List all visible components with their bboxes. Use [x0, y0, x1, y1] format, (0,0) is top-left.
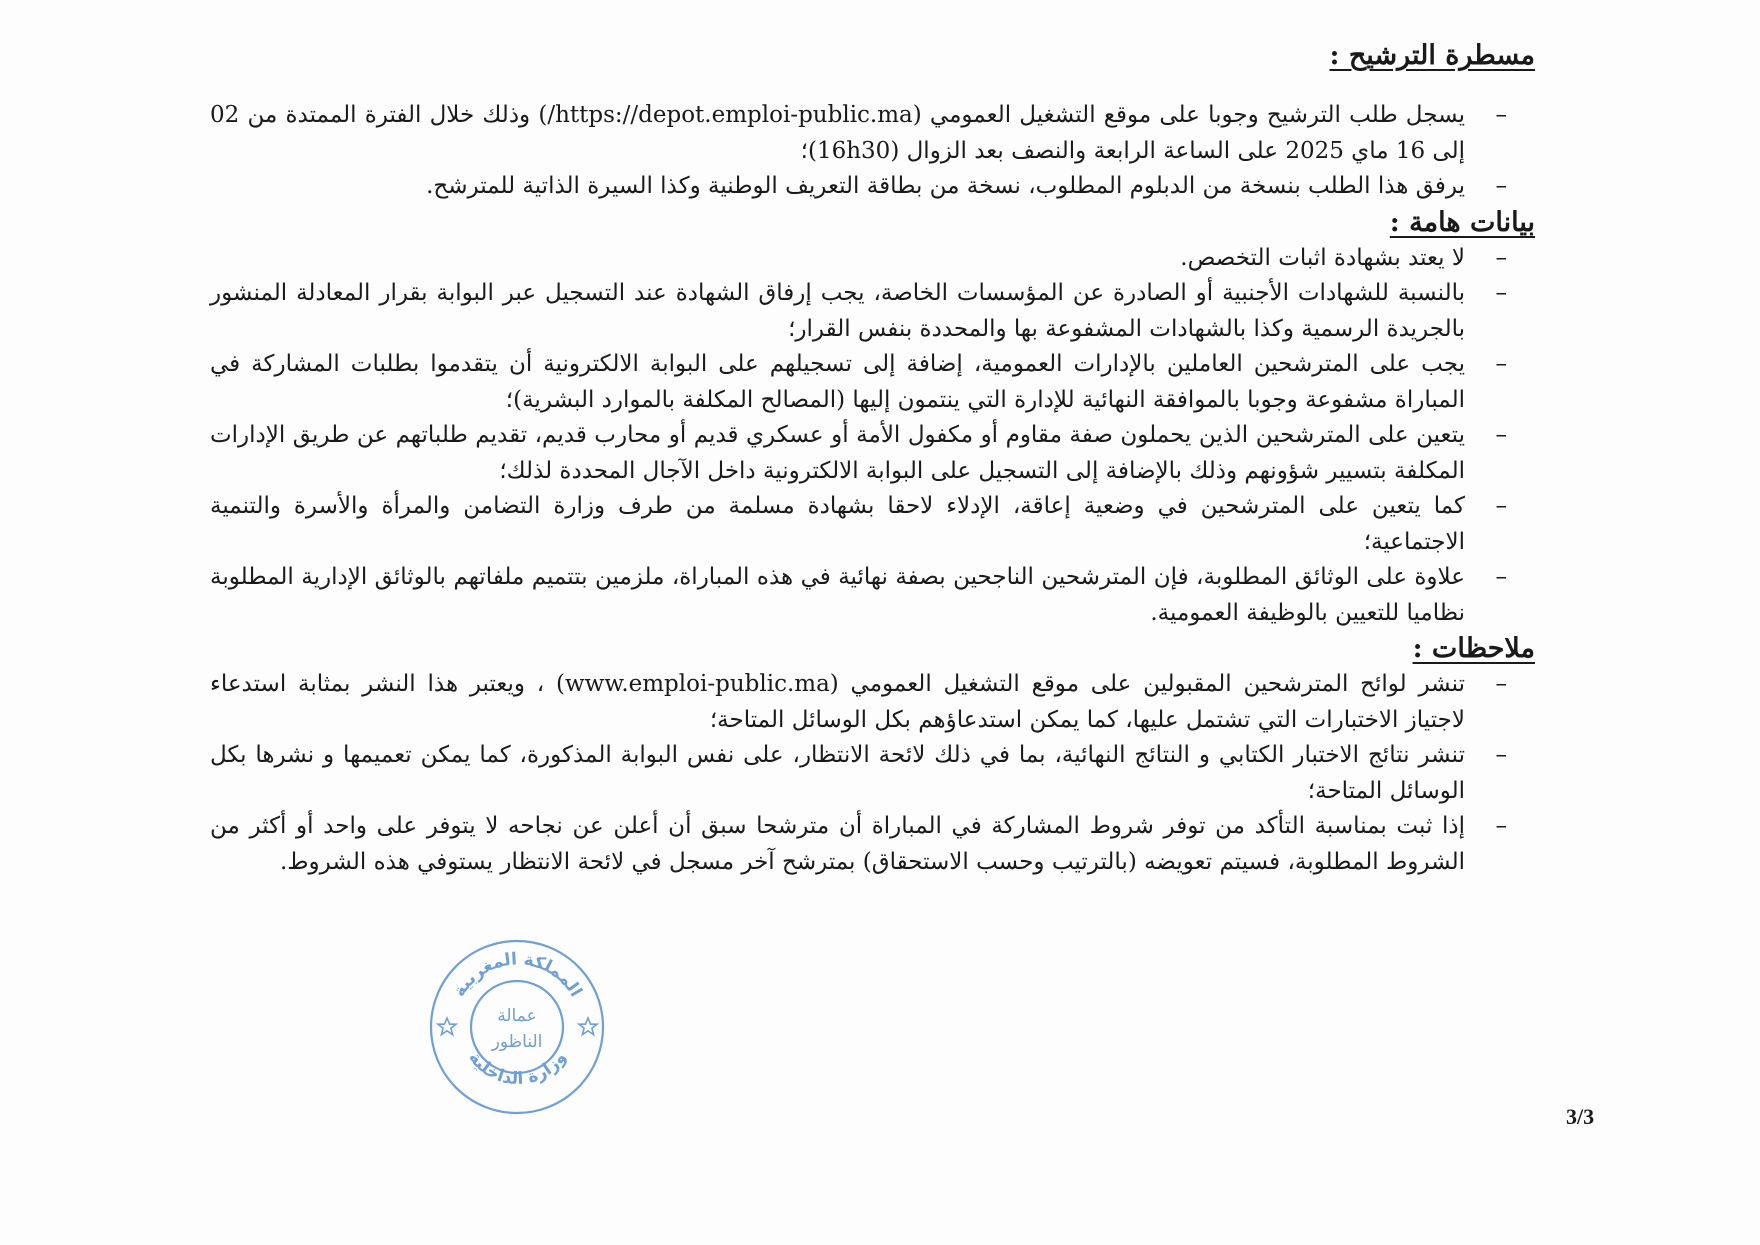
list-item — [210, 241, 1507, 277]
section-list — [210, 667, 1507, 880]
list-item-text: إذا ثبت بمناسبة التأكد من توفر شروط المشاركة في المباراة أن مترشحا سبق أن أعلن عن نجاحه لا يتوفر على واحد أو أكثر من الشروط المطلوبة، فسيتم تعويضه (بالترتيب وحسب الاستحقاق) بمترشح آخر مسجل في لائحة الانتظار يستوفي هذه الشروط. — [210, 813, 1465, 875]
section-heading: ملاحظات : — [1412, 633, 1535, 664]
list-item-text: علاوة على الوثائق المطلوبة، فإن المترشحين الناجحين بصفة نهائية في هذه المباراة، ملزمين بتتميم ملفاتهم بالوثائق الإدارية المطلوبة نظاميا للتعيين بالوظيفة العمومية. — [210, 564, 1465, 626]
list-item-text: يتعين على المترشحين الذين يحملون صفة مقاوم أو مكفول الأمة أو عسكري قديم أو محارب قديم، تقديم طلباتهم عن طريق الإدارات المكلفة بتسيير شؤونهم وذلك بالإضافة إلى التسجيل على البوابة الالكترونية داخل الآجال المحددة لذلك؛ — [210, 422, 1465, 484]
section-heading: بيانات هامة : — [1389, 206, 1535, 238]
list-item-text: بالنسبة للشهادات الأجنبية أو الصادرة عن المؤسسات الخاصة، يجب إرفاق الشهادة عند التسجيل عبر البوابة بقرار المعادلة المنشور بالجريدة الرسمية وكذا بالشهادات المشفوعة بها والمحددة بنفس القرار؛ — [210, 280, 1465, 342]
list-item — [210, 98, 1507, 169]
page-number: 3/3 — [1566, 1104, 1595, 1129]
section-heading: مسطرة الترشيح : — [1329, 40, 1535, 71]
list-marker: – — [1495, 564, 1507, 590]
section-notes — [210, 631, 1535, 880]
list-item — [210, 169, 1507, 205]
list-marker: – — [1495, 244, 1507, 271]
list-item — [210, 560, 1507, 631]
official-stamp — [425, 935, 610, 1115]
list-item-text: لا يعتد بشهادة اثبات التخصص. — [1180, 244, 1465, 271]
list-item-text: يرفق هذا الطلب بنسخة من الدبلوم المطلوب، نسخة من بطاقة التعريف الوطنية وكذا السيرة الذاتية للمترشح. — [426, 173, 1465, 199]
stamp-bottom-text: وزارة الداخلية — [464, 1047, 571, 1089]
list-marker: – — [1495, 742, 1507, 768]
list-item — [210, 667, 1507, 738]
star-icon — [438, 1018, 456, 1035]
document-body — [210, 38, 1535, 880]
list-item-text: كما يتعين على المترشحين في وضعية إعاقة، الإدلاء لاحقا بشهادة مسلمة من طرف وزارة التضامن والمرأة والأسرة والتنمية الاجتماعية؛ — [210, 493, 1465, 555]
section-important-info — [210, 205, 1535, 632]
list-item — [210, 489, 1507, 560]
list-marker: – — [1495, 493, 1507, 519]
star-icon — [579, 1018, 597, 1035]
list-item-text: تنشر نتائج الاختبار الكتابي و النتائج النهائية، بما في ذلك لائحة الانتظار، على نفس البوابة المذكورة، كما يمكن تعميمها و نشرها بكل الوسائل المتاحة؛ — [210, 742, 1465, 804]
list-item-text: يجب على المترشحين العاملين بالإدارات العمومية، إضافة إلى تسجيلهم على البوابة الالكترونية أن يتقدموا بطلبات المشاركة في المباراة مشفوعة وجوبا بالموافقة النهائية للإدارة التي ينتمون إليها (المصالح المكلفة بالموارد البشرية)؛ — [210, 351, 1465, 413]
list-marker: – — [1495, 351, 1507, 377]
list-item-text: تنشر لوائح المترشحين المقبولين على موقع التشغيل العمومي (www.emploi-public.ma) ، ويعتبر هذا النشر بمثابة استدعاء لاجتياز الاختبارات التي تشتمل عليها، كما يمكن استدعاؤهم بكل الوسائل المتاحة؛ — [210, 671, 1465, 733]
list-item — [210, 347, 1507, 418]
list-marker: – — [1495, 671, 1507, 697]
stamp-outer-text: المملكة المغربية — [449, 949, 586, 1001]
section-list — [210, 241, 1507, 632]
list-marker: – — [1495, 280, 1507, 306]
list-item — [210, 809, 1507, 880]
section-candidacy — [210, 38, 1535, 205]
list-marker: – — [1495, 813, 1507, 839]
list-item — [210, 276, 1507, 347]
stamp-center-line1: عمالة — [497, 1006, 537, 1026]
stamp-center-line2: الناظور — [491, 1032, 543, 1052]
list-marker: – — [1495, 173, 1507, 199]
section-list — [210, 98, 1507, 205]
list-marker: – — [1495, 422, 1507, 448]
list-item-text: يسجل طلب الترشيح وجوبا على موقع التشغيل العمومي (https://depot.emploi-public.ma/) وذلك خلال الفترة الممتدة من 02 إلى 16 ماي 2025 على الساعة الرابعة والنصف بعد الزوال (16h30)؛ — [210, 102, 1465, 164]
list-marker: – — [1495, 102, 1507, 128]
list-item — [210, 738, 1507, 809]
list-item — [210, 418, 1507, 489]
